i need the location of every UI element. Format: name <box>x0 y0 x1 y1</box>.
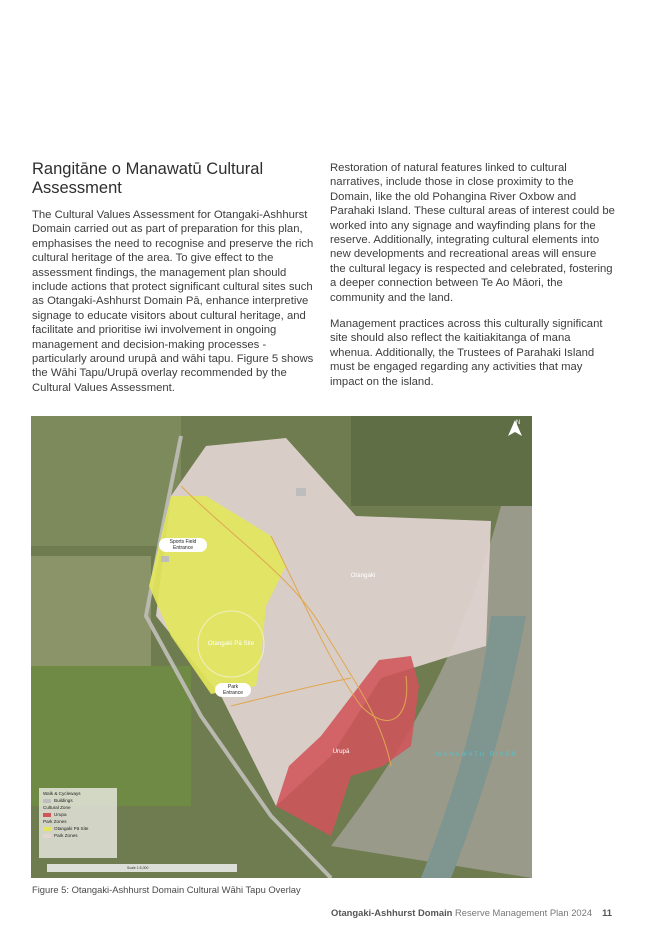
scale-bar <box>47 864 237 872</box>
town-area-north <box>31 416 181 546</box>
section-heading: Rangitāne o Manawatū Cultural Assessment <box>32 160 264 197</box>
legend-pa-site: Otangaki Pā Site <box>43 825 113 832</box>
footer-title-bold: Otangaki-Ashhurst Domain <box>331 907 453 918</box>
figure-caption: Figure 5: Otangaki-Ashhurst Domain Cultural Wāhi Tapu Overlay <box>32 884 301 895</box>
river-label: MANAWATU RIVER <box>436 752 519 758</box>
sports-field-entrance-bubble: Sports Field Entrance <box>159 538 207 552</box>
legend-cultural-zone: Cultural Zone <box>43 805 71 810</box>
legend-urupa: Urupa <box>43 811 113 818</box>
north-arrow-shape <box>508 420 522 436</box>
map-legend <box>39 788 117 858</box>
footer-title-rest: Reserve Management Plan 2024 <box>452 907 593 918</box>
domain-overlay-map <box>31 416 532 878</box>
scale-text: Scale 1:5,000 <box>127 866 149 870</box>
page-number: 11 <box>602 907 612 918</box>
legend-walk: Walk & Cycleways <box>43 791 81 796</box>
north-label: N <box>515 420 521 426</box>
pa-site-label: Otangaki Pā Site <box>207 640 255 647</box>
legend-park-zones: Park Zones <box>43 819 67 824</box>
body-paragraph-right-1: Restoration of natural features linked to cultural narratives, include those in close proximity to the Domain, like the old Pohangina River Oxbow and Parahaki Island. These cultural areas of interest could be worked into any signage and wayfinding plans for the reserve. Additionally, integrating cultural elements into new developments and recreational areas will ensure the cultural legacy is respected and celebrated, fostering a deeper connection between Te Ao Māori, the community and the land. <box>330 162 615 304</box>
otangaki-label: Otangaki <box>350 572 376 579</box>
page-footer <box>331 907 612 918</box>
body-paragraph-left: The Cultural Values Assessment for Otangaki-Ashhurst Domain carried out as part of preparation for this plan, emphasises the need to recognise and preserve the rich cultural heritage of the area. To give effect to the assessment findings, the management plan should include actions that protect significant cultural sites such as Otangaki-Ashhurst Domain Pā, enhance interpretive signage to educate visitors about cultural heritage, and facilitate and prioritise iwi involvement in ongoing management and decision-making processes - particularly around urupā and wāhi tapu. Figure 5 shows the Wāhi Tapu/Urupā overlay recommended by the Cultural Values Assessment. <box>32 209 314 394</box>
park-entrance-bubble: Park Entrance <box>215 683 251 697</box>
building <box>161 556 169 562</box>
legend-park-zones-item: Park Zones <box>43 832 113 839</box>
body-paragraph-right-2: Management practices across this culturally significant site should also reflect the kaitiakitanga of mana whenua. Additionally, the Trustees of Parahaki Island must be engaged regarding any activities that may impact on the island. <box>330 318 603 388</box>
farm-paddock <box>31 666 191 806</box>
farm-area-north <box>351 416 532 506</box>
town-area-west <box>31 556 151 666</box>
building <box>296 488 306 496</box>
urupa-label: Urupā <box>332 748 350 755</box>
north-arrow-icon <box>508 420 528 426</box>
legend-buildings: Buildings <box>43 797 113 804</box>
